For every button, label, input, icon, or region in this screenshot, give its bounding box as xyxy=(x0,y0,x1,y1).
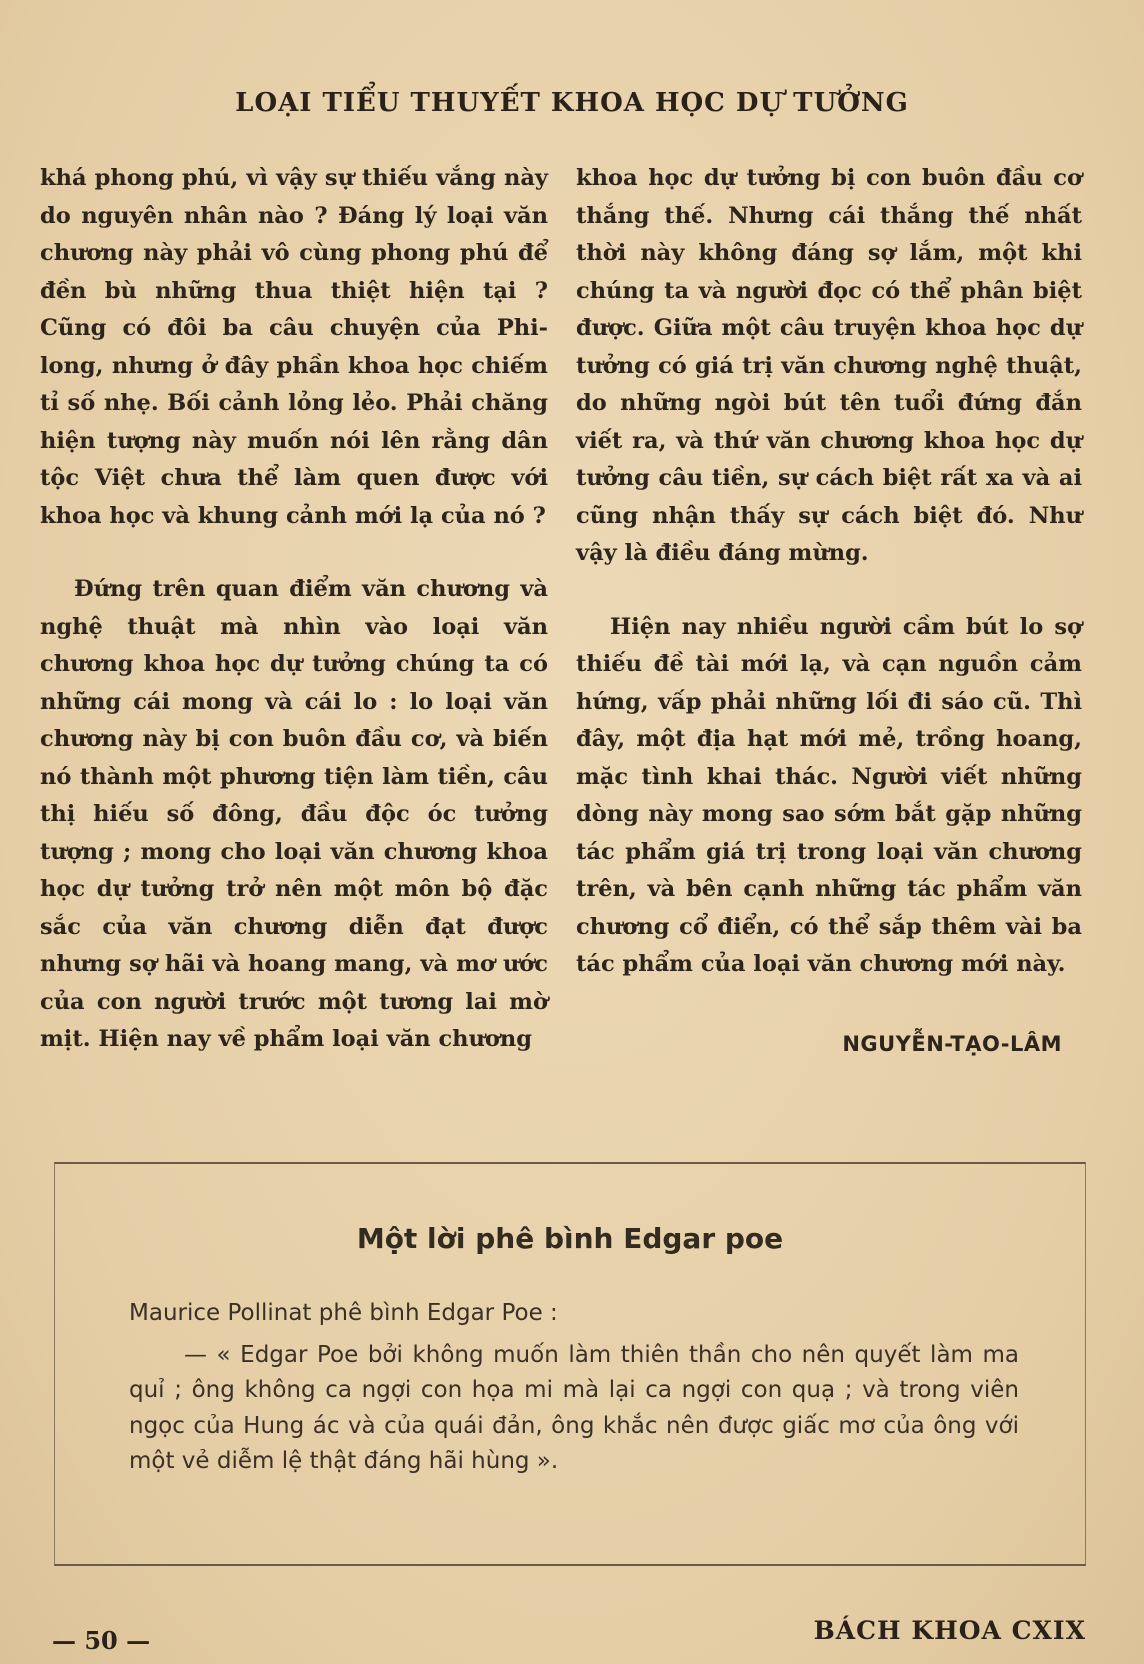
author-signature: NGUYỄN-TẠO-LÂM xyxy=(842,1031,1062,1056)
sidebar-box xyxy=(54,1162,1086,1566)
left-column xyxy=(40,160,548,1059)
sidebar-text xyxy=(129,1296,1019,1480)
publication-name: BÁCH KHOA CXIX xyxy=(813,1616,1086,1645)
left-paragraph-2: Đứng trên quan điểm văn chương và nghệ thuật mà nhìn vào loại văn chương khoa học dự tưởng chúng ta có những cái mong và cái lo : lo loại văn chương này bị con buôn đầu cơ, và biến nó thành một phương tiện làm tiền, câu thị hiếu số đông, đầu độc óc tưởng tượng ; mong cho loại văn chương khoa học dự tưởng trở nên một môn bộ đặc sắc của văn chương diễn đạt được nhưng sợ hãi và hoang mang, và mơ ước của con người trước một tương lai mờ mịt. Hiện nay về phẩm loại văn chương xyxy=(40,576,548,1052)
right-paragraph-2: Hiện nay nhiều người cầm bút lo sợ thiếu đề tài mới lạ, và cạn nguồn cảm hứng, vấp phải những lối đi sáo cũ. Thì đây, một địa hạt mới mẻ, trồng hoang, mặc tình khai thác. Người viết những dòng này mong sao sớm bắt gặp những tác phẩm giá trị trong loại văn chương trên, và bên cạnh những tác phẩm văn chương cổ điển, có thể sắp thêm vài ba tác phẩm của loại văn chương mới này. xyxy=(576,613,1082,977)
sidebar-quote: — « Edgar Poe bởi không muốn làm thiên thần cho nên quyết làm ma quỉ ; ông không ca ngợi con họa mi mà lại ca ngợi con quạ ; và trong viên ngọc của Hung ác và của quái đản, ông khắc nên được giấc mơ của ông với một vẻ diễm lệ thật đáng hãi hùng ». xyxy=(129,1341,1019,1474)
right-paragraph-1: khoa học dự tưởng bị con buôn đầu cơ thắng thế. Nhưng cái thắng thế nhất thời này không đáng sợ lắm, một khi chúng ta và người đọc có thể phân biệt được. Giữa một câu truyện khoa học dự tưởng có giá trị văn chương nghệ thuật, do những ngòi bút tên tuổi đứng đắn viết ra, và thứ văn chương khoa học dự tưởng câu tiền, sự cách biệt rất xa và ai cũng nhận thấy sự cách biệt đó. Như vậy là điều đáng mừng. xyxy=(576,165,1082,566)
running-title: LOẠI TIỂU THUYẾT KHOA HỌC DỰ TƯỞNG xyxy=(235,88,909,118)
right-column xyxy=(576,160,1082,1063)
page-number: — 50 — xyxy=(52,1626,151,1655)
left-paragraph-1: khá phong phú, vì vậy sự thiếu vắng này do nguyên nhân nào ? Đáng lý loại văn chương này phải vô cùng phong phú để đền bù những thua thiệt hiện tại ? Cũng có đôi ba câu chuyện của Phi-long, nhưng ở đây phần khoa học chiếm tỉ số nhẹ. Bối cảnh lỏng lẻo. Phải chăng hiện tượng này muốn nói lên rằng dân tộc Việt chưa thể làm quen được với khoa học và khung cảnh mới lạ của nó ? xyxy=(40,165,548,529)
sidebar-title: Một lời phê bình Edgar poe xyxy=(356,1222,784,1255)
sidebar-intro: Maurice Pollinat phê bình Edgar Poe : xyxy=(129,1300,558,1326)
